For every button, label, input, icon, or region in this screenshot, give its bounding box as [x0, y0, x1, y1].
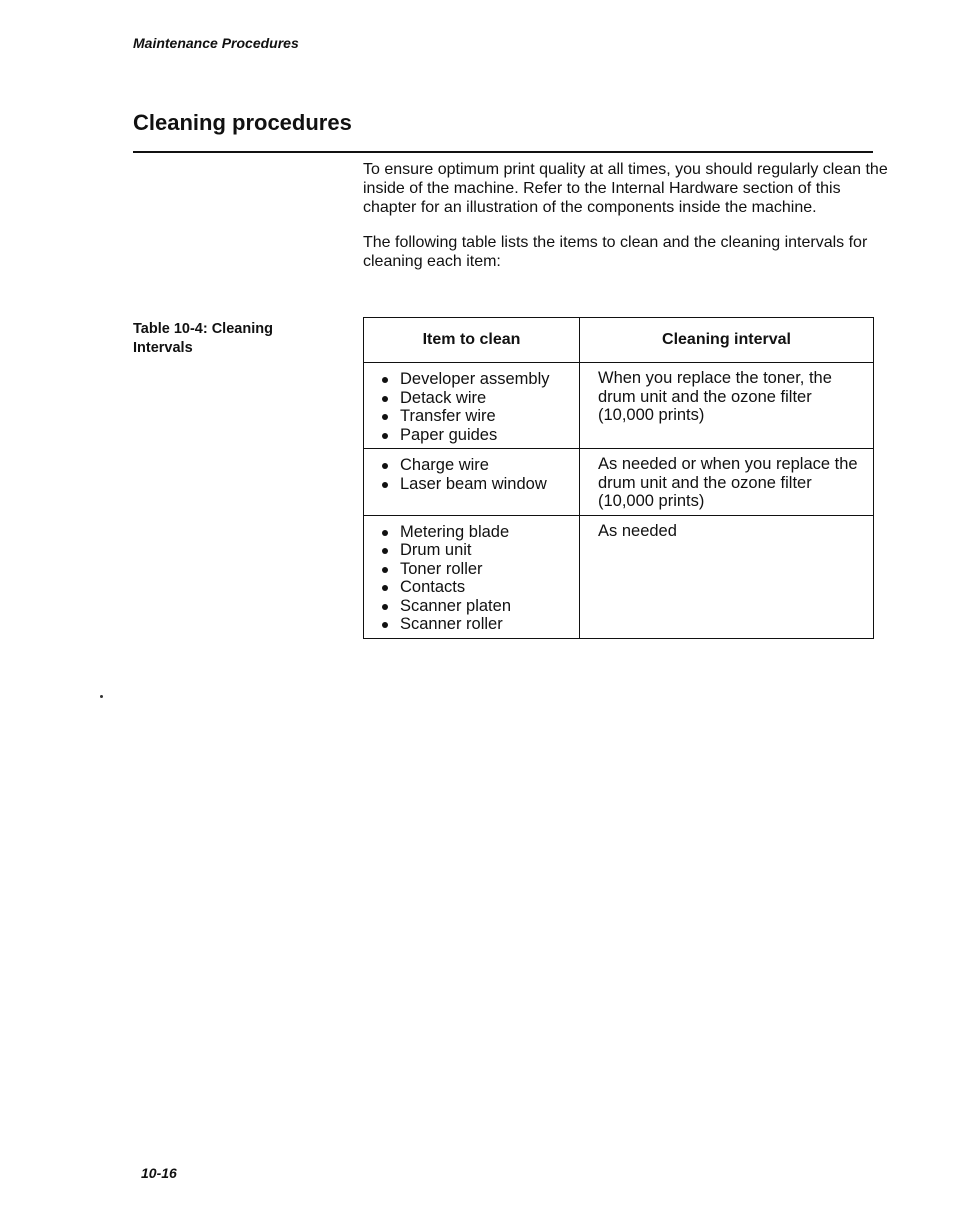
- list-item: Toner roller: [380, 560, 575, 579]
- interval-cell: As needed: [580, 515, 874, 638]
- intro-paragraph: To ensure optimum print quality at all times, you should regularly clean the inside of the machine. Refer to the Internal Hardware section of this chapter for an illustration of the components inside the machine.: [363, 161, 888, 216]
- list-item: Metering blade: [380, 523, 575, 542]
- item-list: [380, 370, 575, 444]
- list-item: Detack wire: [380, 389, 575, 408]
- list-item: Developer assembly: [380, 370, 575, 389]
- table-header-row: [364, 318, 874, 363]
- column-header-item: Item to clean: [364, 318, 580, 363]
- table-row: [364, 449, 874, 516]
- list-item: Charge wire: [380, 456, 575, 475]
- item-list: [380, 456, 575, 493]
- cleaning-intervals-table: [363, 317, 874, 639]
- items-cell: [364, 449, 580, 516]
- intro-paragraph: The following table lists the items to clean and the cleaning intervals for cleaning each item:: [363, 234, 868, 270]
- interval-cell: As needed or when you replace the drum unit and the ozone filter (10,000 prints): [580, 449, 874, 516]
- items-cell: [364, 515, 580, 638]
- table-row: [364, 363, 874, 449]
- table-caption: Table 10-4: Cleaning Intervals: [133, 321, 273, 356]
- table-row: [364, 515, 874, 638]
- scan-speck: [100, 695, 103, 698]
- page-number: 10-16: [141, 1165, 177, 1181]
- list-item: Drum unit: [380, 541, 575, 560]
- list-item: Paper guides: [380, 426, 575, 445]
- running-header: Maintenance Procedures: [133, 35, 299, 51]
- interval-cell: When you replace the toner, the drum unit and the ozone filter (10,000 prints): [580, 363, 874, 449]
- title-divider: [133, 151, 873, 153]
- list-item: Laser beam window: [380, 475, 575, 494]
- items-cell: [364, 363, 580, 449]
- list-item: Scanner platen: [380, 597, 575, 616]
- page-title: Cleaning procedures: [133, 110, 352, 135]
- list-item: Contacts: [380, 578, 575, 597]
- column-header-interval: Cleaning interval: [580, 318, 874, 363]
- list-item: Scanner roller: [380, 615, 575, 634]
- list-item: Transfer wire: [380, 407, 575, 426]
- item-list: [380, 523, 575, 634]
- intro-text: [363, 160, 893, 287]
